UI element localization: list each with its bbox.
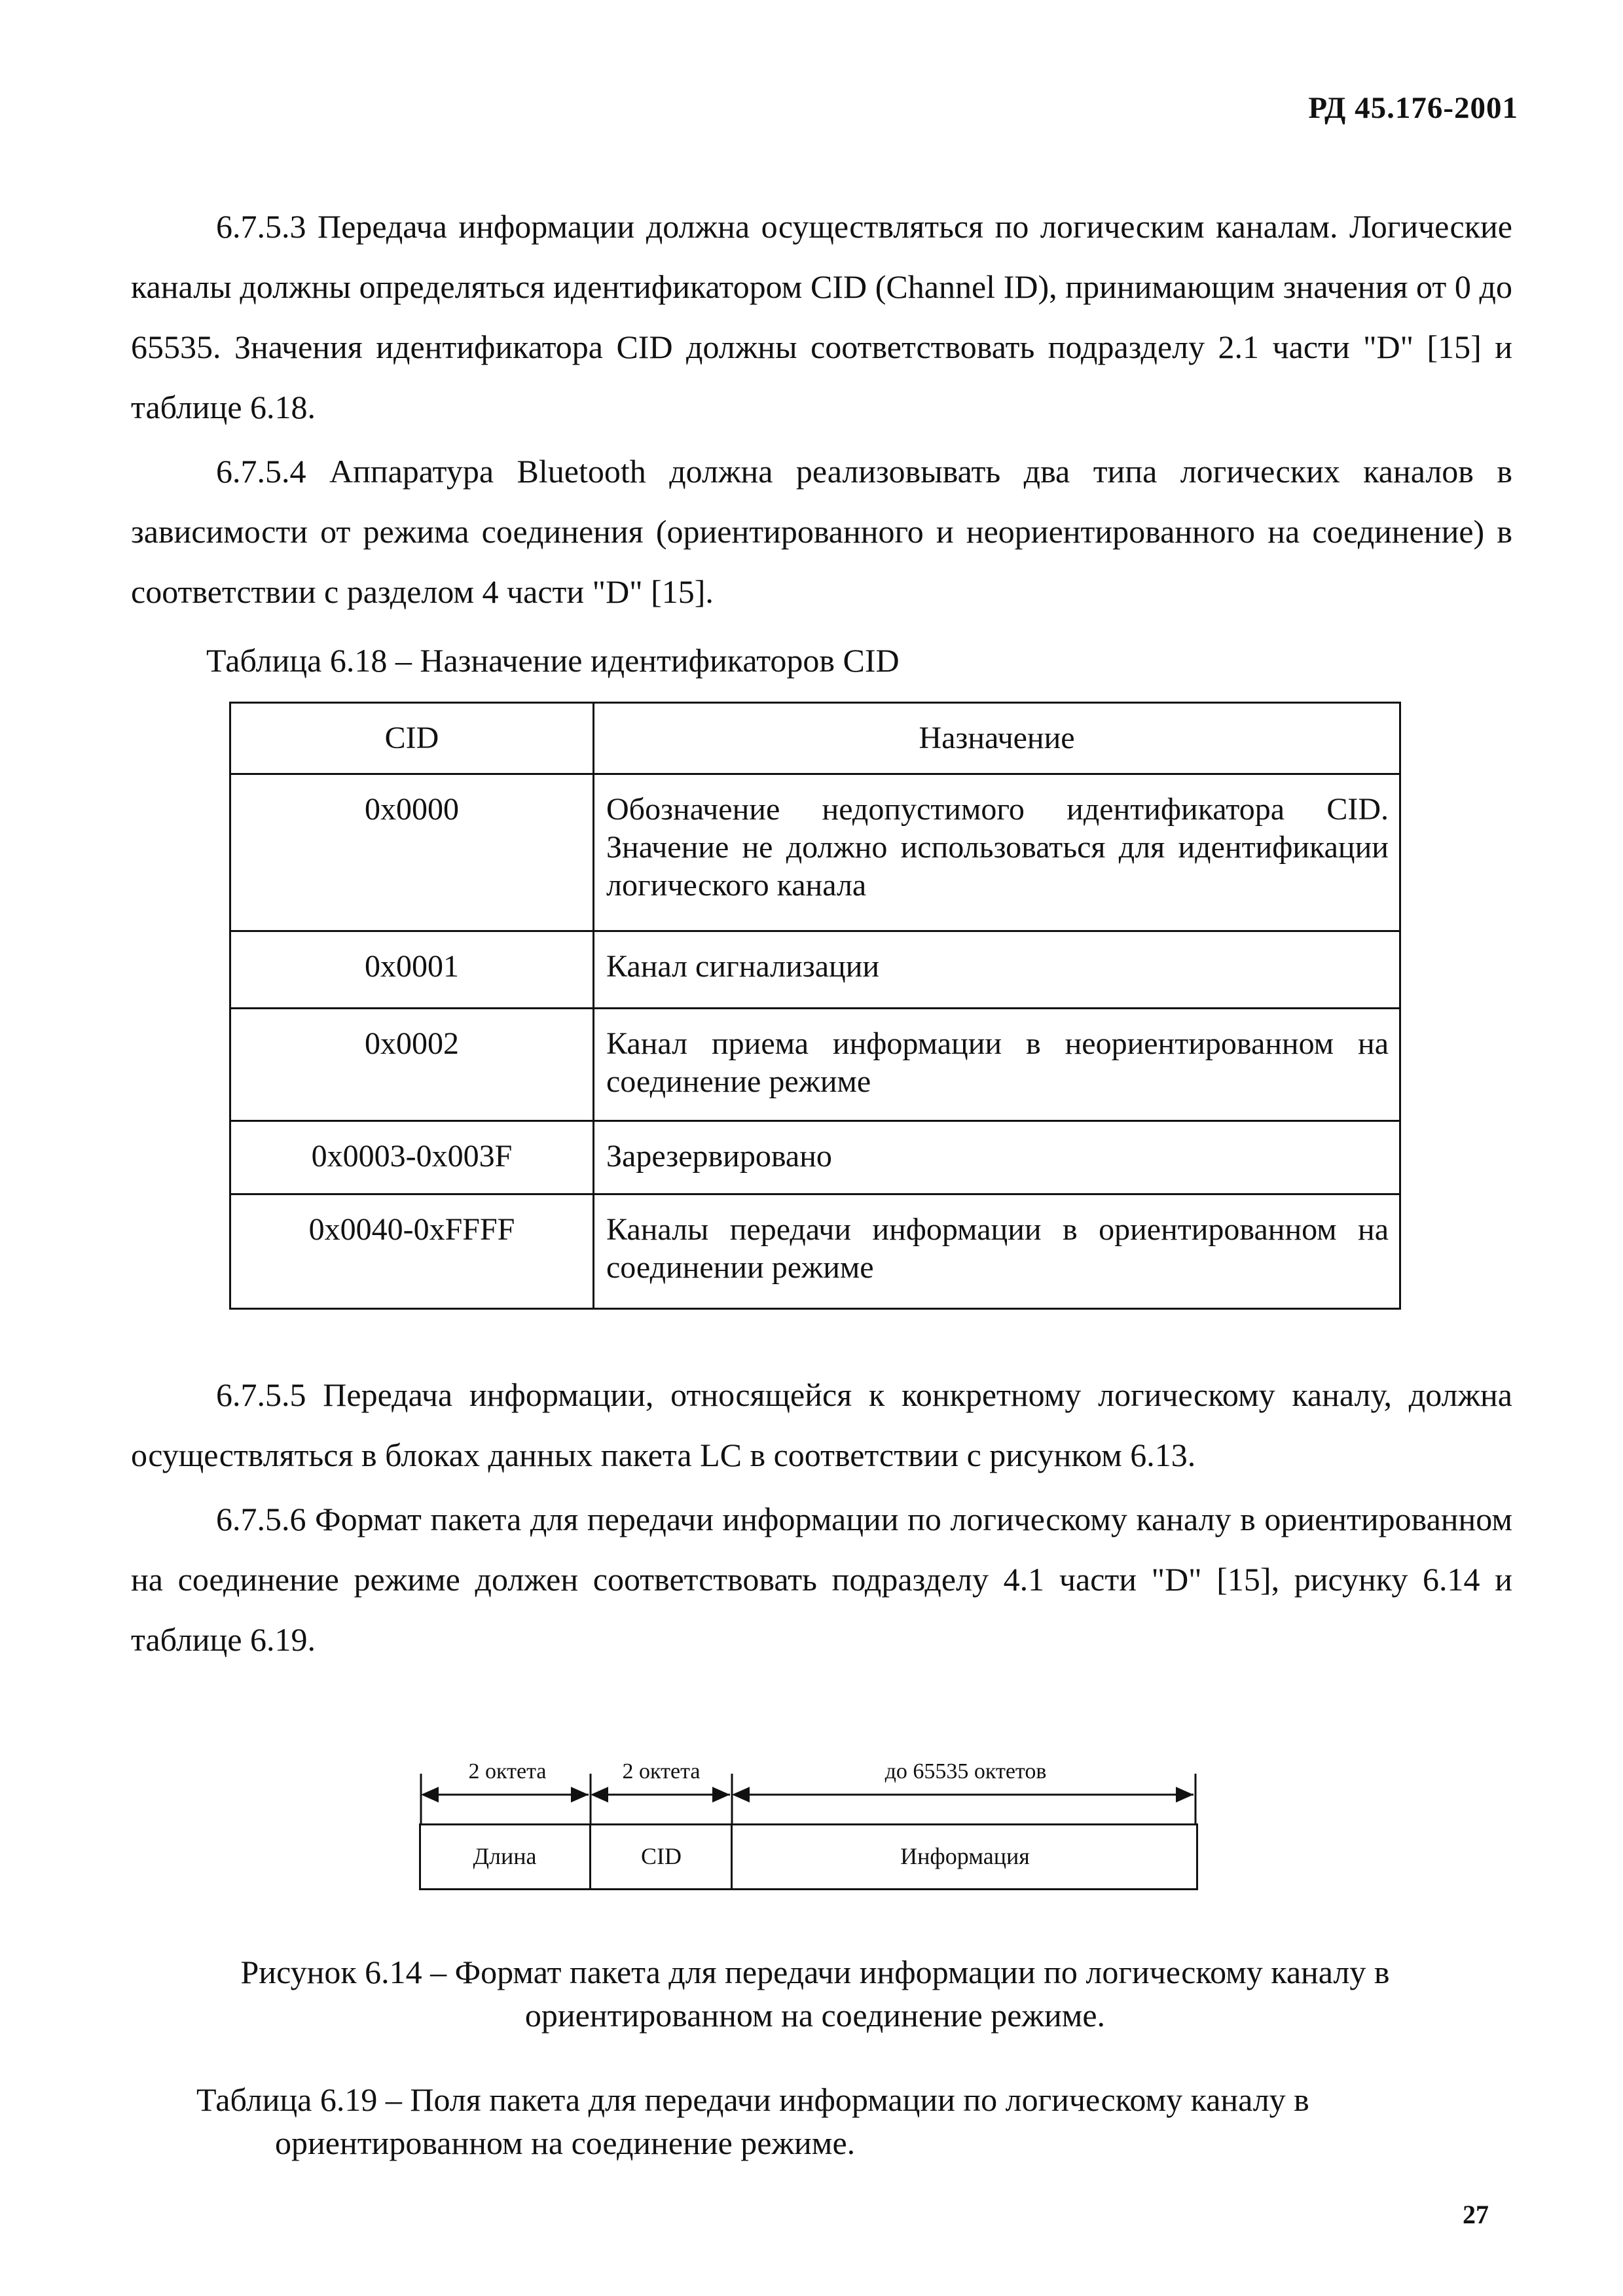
table-row [230,1009,1400,1121]
column-header-purpose: Назначение [594,703,1400,774]
table-header-row [230,703,1400,774]
figure-caption-line-1: Рисунок 6.14 – Формат пакета для передачи информации по логическому каналу в [240,1954,1390,1990]
section-text-block-2 [131,1365,1512,1670]
table-row [230,1121,1400,1194]
cid-value: 0x0002 [230,1009,594,1121]
figure-6-14-caption [131,1950,1499,2037]
document-code: РД 45.176-2001 [1308,91,1518,125]
cid-purpose: Обозначение недопустимого идентификатора CID. Значение не должно использоваться для идентификации логического канала [594,774,1400,931]
packet-format-figure [419,1748,1198,1892]
length-field: Длина [473,1843,537,1869]
length-octets-label: 2 октета [468,1759,547,1784]
cid-value: 0x0001 [230,931,594,1009]
table-6-18-caption: Таблица 6.18 – Назначение идентификаторов CID [206,642,900,679]
info-octets-label: до 65535 октетов [884,1759,1047,1784]
cid-octets-label: 2 октета [622,1759,701,1784]
table-row [230,774,1400,931]
cid-field: CID [641,1843,682,1869]
paragraph-6-7-5-4: 6.7.5.4 Аппаратура Bluetooth должна реализовывать два типа логических каналов в зависимости от режима соединения (ориентированного и неориентированного на соединение) в соответствии с разделом 4 части "D" [15]. [131,453,1512,610]
cid-assignment-table [229,702,1401,1310]
table-row [230,1194,1400,1309]
cid-value: 0x0000 [230,774,594,931]
column-header-cid: CID [230,703,594,774]
table-6-19-caption-line-1: Таблица 6.19 – Поля пакета для передачи информации по логическому каналу в [196,2081,1309,2118]
table-row [230,931,1400,1009]
paragraph-6-7-5-5: 6.7.5.5 Передача информации, относящейся к конкретному логическому каналу, должна осуществляться в блоках данных пакета LC в соответствии с рисунком 6.13. [131,1376,1512,1473]
table-6-19-caption [196,2078,1309,2164]
paragraph-6-7-5-6: 6.7.5.6 Формат пакета для передачи информации по логическому каналу в ориентированном на соединение режиме должен соответствовать подразделу 4.1 части "D" [15], рисунку 6.14 и таблице 6.19. [131,1501,1512,1658]
cid-value: 0x0003-0x003F [230,1121,594,1194]
information-field: Информация [900,1843,1030,1869]
cid-purpose: Канал приема информации в неориентированном на соединение режиме [594,1009,1400,1121]
figure-caption-line-2: ориентированном на соединение режиме. [524,1997,1106,2034]
paragraph-6-7-5-3: 6.7.5.3 Передача информации должна осуществляться по логическим каналам. Логические каналы должны определяться идентификатором CID (Channel ID), принимающим значения от 0 до 65535. Значения идентификатора CID должны соответствовать подразделу 2.1 части "D" [15] и таблице 6.18. [131,208,1512,425]
section-text-block-1 [131,196,1512,622]
cid-purpose: Канал сигнализации [594,931,1400,1009]
cid-purpose: Зарезервировано [594,1121,1400,1194]
cid-value: 0x0040-0xFFFF [230,1194,594,1309]
cid-purpose: Каналы передачи информации в ориентированном на соединении режиме [594,1194,1400,1309]
table-6-19-caption-line-2: ориентированном на соединение режиме. [275,2125,856,2161]
page-number: 27 [1463,2200,1489,2229]
